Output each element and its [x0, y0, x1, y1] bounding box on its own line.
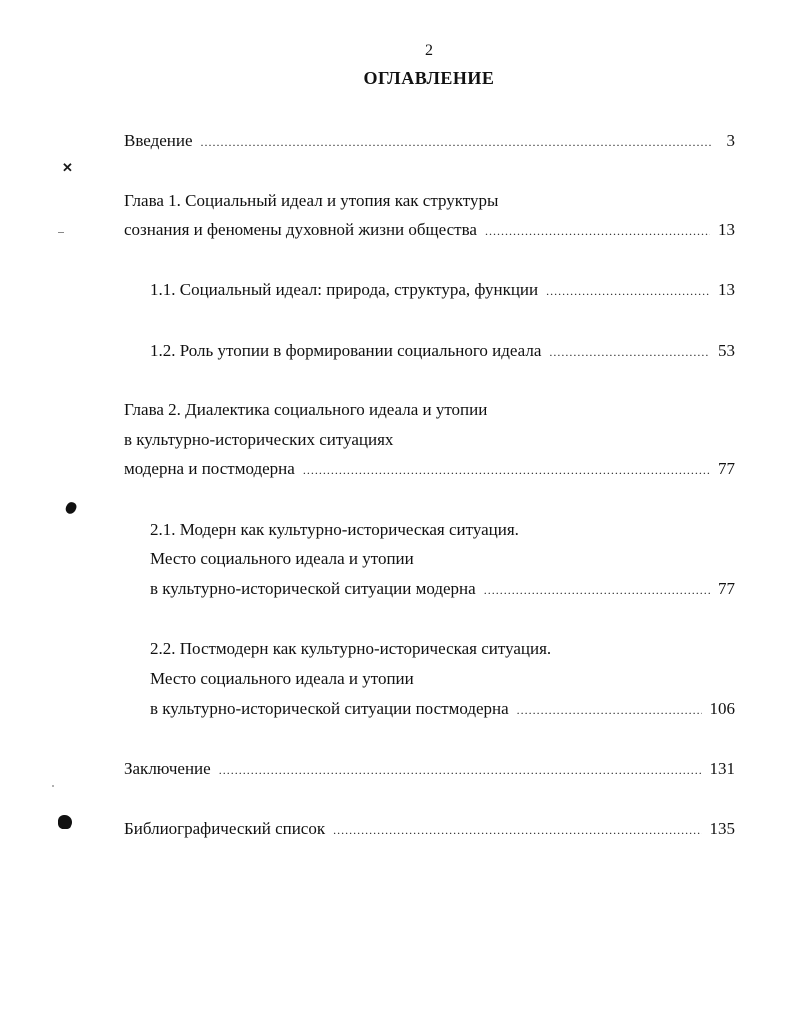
- toc-entry-chapter-2-line2[interactable]: [124, 429, 393, 451]
- toc-page-number: 13: [718, 280, 735, 299]
- toc-entry-text: модерна и постмодерна: [124, 459, 295, 478]
- toc-page-number: 13: [718, 220, 735, 239]
- toc-entry-text: Введение: [124, 131, 193, 150]
- toc-entry-introduction[interactable]: [124, 130, 735, 153]
- dot-leader: [517, 699, 702, 721]
- toc-entry-chapter-1-line1[interactable]: [124, 190, 498, 212]
- toc-page-number: 53: [718, 341, 735, 360]
- toc-entry-text: 2.2. Постмодерн как культурно-историческая ситуация.: [150, 639, 552, 658]
- dot-leader: [219, 759, 702, 781]
- toc-entry-text: в культурно-исторической ситуации постмодерна: [150, 699, 509, 718]
- toc-entry-section-2-2-line1[interactable]: [150, 638, 551, 660]
- dot-leader: [485, 220, 710, 242]
- scan-speck: [52, 785, 54, 787]
- toc-entry-conclusion[interactable]: [124, 758, 735, 781]
- ink-blot-icon: [58, 815, 72, 829]
- page-number: 2: [425, 42, 433, 59]
- toc-entry-text: Место социального идеала и утопии: [150, 669, 414, 688]
- dot-leader: [333, 819, 701, 841]
- scan-speck: [58, 232, 64, 233]
- dot-leader: [546, 280, 710, 302]
- toc-entry-section-1-2[interactable]: [150, 340, 735, 363]
- toc-page-number: 77: [718, 579, 735, 598]
- toc-entry-chapter-1-line2[interactable]: [124, 219, 735, 242]
- toc-entry-text: 1.1. Социальный идеал: природа, структура, функции: [150, 280, 539, 299]
- toc-entry-text: Библиографический список: [124, 819, 326, 838]
- dot-leader: [484, 579, 710, 601]
- toc-entry-text: Глава 1. Социальный идеал и утопия как структуры: [124, 191, 499, 210]
- toc-entry-section-2-2-line3[interactable]: [150, 698, 735, 721]
- toc-entry-text: Заключение: [124, 759, 211, 778]
- toc-entry-text: 2.1. Модерн как культурно-историческая ситуация.: [150, 520, 519, 539]
- toc-entry-section-2-1-line1[interactable]: [150, 519, 519, 541]
- toc-entry-text: в культурно-исторических ситуациях: [124, 430, 394, 449]
- dot-leader: [303, 459, 710, 481]
- toc-page-number: 135: [709, 819, 735, 838]
- toc-page-number: 77: [718, 459, 735, 478]
- toc-entry-text: сознания и феномены духовной жизни общества: [124, 220, 477, 239]
- toc-entry-section-2-2-line2[interactable]: [150, 668, 414, 690]
- toc-entry-section-2-1-line3[interactable]: [150, 578, 735, 601]
- toc-entry-text: Глава 2. Диалектика социального идеала и утопии: [124, 400, 488, 419]
- toc-page-number: 106: [709, 699, 735, 718]
- toc-entry-chapter-2-line1[interactable]: [124, 399, 487, 421]
- toc-page-number: 3: [726, 131, 735, 150]
- dot-leader: [201, 131, 713, 153]
- toc-entry-text: 1.2. Роль утопии в формировании социального идеала: [150, 341, 542, 360]
- toc-page-number: 131: [709, 759, 735, 778]
- toc-entry-text: в культурно-исторической ситуации модерна: [150, 579, 476, 598]
- toc-entry-text: Место социального идеала и утопии: [150, 549, 414, 568]
- toc-entry-section-2-1-line2[interactable]: [150, 548, 414, 570]
- x-mark-icon: ✕: [62, 160, 73, 175]
- toc-title: ОГЛАВЛЕНИЕ: [363, 68, 495, 88]
- toc-entry-chapter-2-line3[interactable]: [124, 458, 735, 481]
- toc-entry-section-1-1[interactable]: [150, 279, 735, 302]
- toc-entry-bibliography[interactable]: [124, 818, 735, 841]
- dot-leader: [549, 341, 710, 363]
